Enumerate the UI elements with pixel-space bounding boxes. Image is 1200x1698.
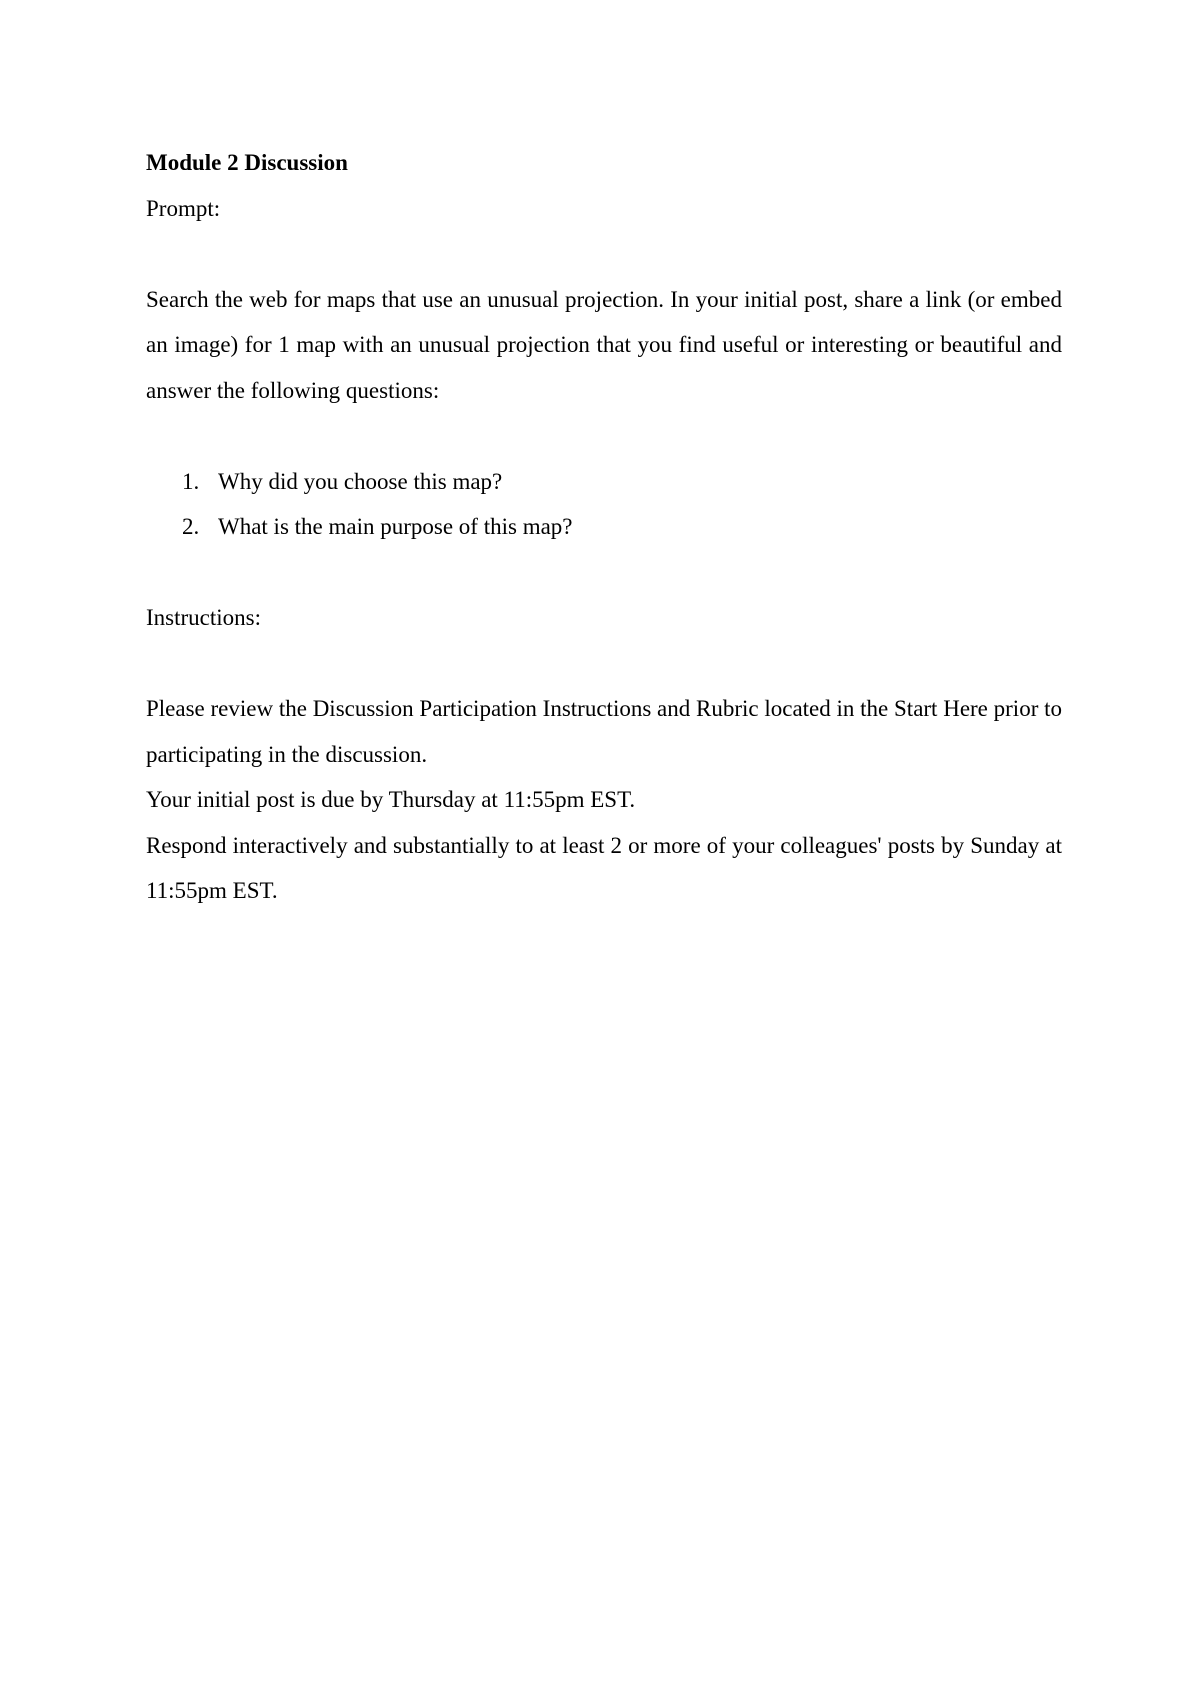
spacer bbox=[146, 550, 1062, 596]
instructions-label: Instructions: bbox=[146, 605, 261, 630]
list-item bbox=[146, 459, 1062, 505]
spacer bbox=[146, 641, 1062, 687]
instruction-line: Respond interactively and substantially to at least 2 or more of your colleagues' posts by Sunday at 11:55pm EST. bbox=[146, 832, 1062, 903]
instruction-line: Your initial post is due by Thursday at 11:55pm EST. bbox=[146, 787, 636, 812]
question-list bbox=[146, 459, 1062, 550]
prompt-label: Prompt: bbox=[146, 195, 221, 221]
prompt-text: Search the web for maps that use an unusual projection. In your initial post, share a link (or embed an image) for 1 map with an unusual projection that you find useful or interesting or beautiful and answer the following questions: bbox=[146, 286, 1062, 403]
question-number: 1. bbox=[182, 468, 200, 494]
question-text: Why did you choose this map? bbox=[218, 468, 503, 494]
spacer bbox=[146, 413, 1062, 459]
document-page bbox=[146, 140, 1062, 914]
instruction-line: Please review the Discussion Participation Instructions and Rubric located in the Start Here prior to participating in the discussion. bbox=[146, 696, 1062, 767]
list-item bbox=[146, 504, 1062, 550]
document-title: Module 2 Discussion bbox=[146, 150, 348, 175]
spacer bbox=[146, 231, 1062, 277]
question-number: 2. bbox=[182, 514, 200, 539]
question-text: What is the main purpose of this map? bbox=[218, 514, 573, 539]
